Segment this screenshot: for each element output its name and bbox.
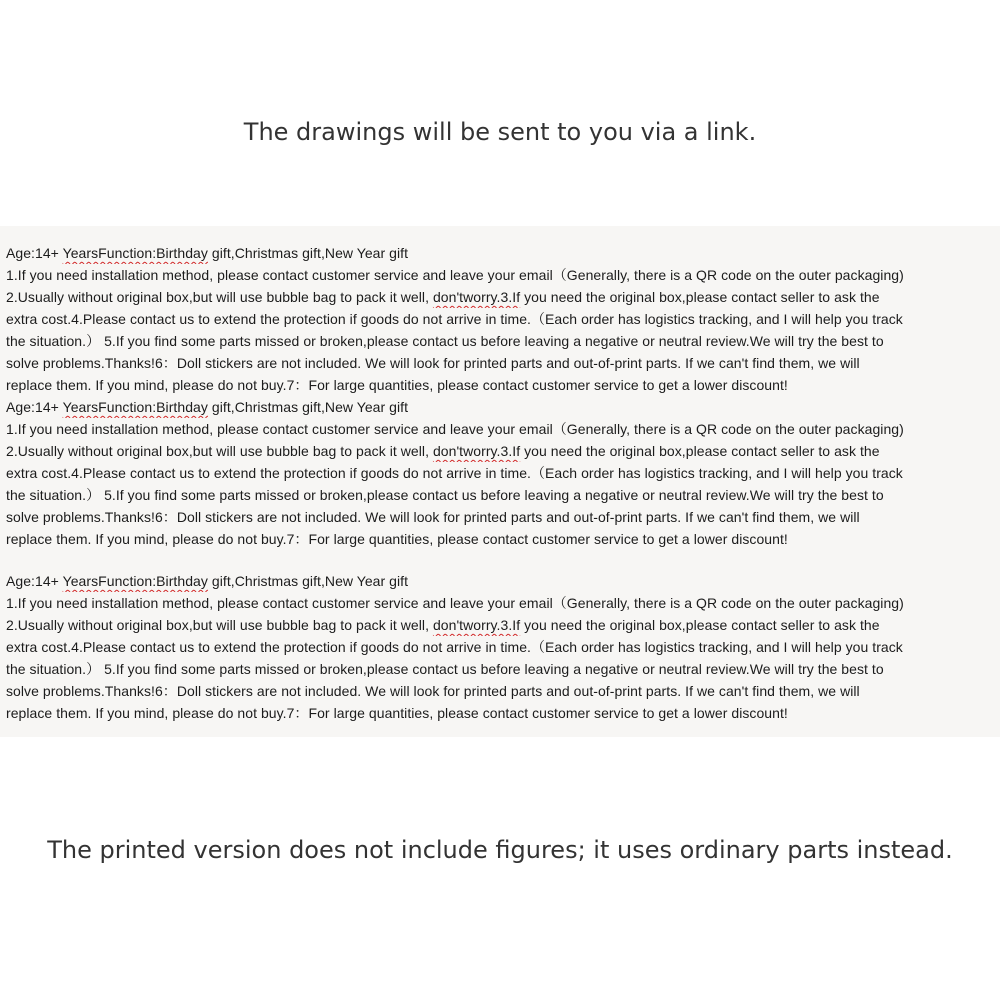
- age-prefix: Age:14+: [6, 573, 63, 589]
- description-line-7: replace them. If you mind, please do not buy.7：For large quantities, please contact customer service to get a lower discount!: [6, 705, 788, 721]
- description-line-2: 1.If you need installation method, please contact customer service and leave your email（Generally, there is a QR code on the outer packaging): [6, 595, 904, 611]
- description-block-2: [6, 396, 994, 550]
- line-3-prefix: 2.Usually without original box,but will use bubble bag to pack it well,: [6, 289, 433, 305]
- description-line-4: extra cost.4.Please contact us to extend the protection if goods do not arrive in time.（Each order has logistics tracking, and I will help you track: [6, 639, 903, 655]
- line-3-prefix: 2.Usually without original box,but will use bubble bag to pack it well,: [6, 617, 433, 633]
- age-function-line: [6, 396, 994, 418]
- description-block-3: [6, 570, 994, 724]
- description-line-3: [6, 614, 994, 636]
- top-heading: The drawings will be sent to you via a link.: [243, 118, 757, 146]
- spellcheck-flagged-text: don'tworry.3.If: [432, 289, 521, 305]
- bottom-heading: The printed version does not include figures; it uses ordinary parts instead.: [47, 836, 953, 864]
- description-line-3: [6, 286, 994, 308]
- spellcheck-flagged-text: don'tworry.3.If: [432, 617, 521, 633]
- line-3-prefix: 2.Usually without original box,but will use bubble bag to pack it well,: [6, 443, 433, 459]
- description-block-1: [6, 242, 994, 396]
- gift-list: gift,Christmas gift,New Year gift: [207, 573, 409, 589]
- description-line-6: solve problems.Thanks!6：Doll stickers are not included. We will look for printed parts and out-of-print parts. If we can't find them, we will: [6, 355, 860, 371]
- description-line-5: the situation.） 5.If you find some parts missed or broken,please contact us before leaving a negative or neutral review.We will try the best to: [6, 661, 884, 677]
- description-line-4: extra cost.4.Please contact us to extend the protection if goods do not arrive in time.（Each order has logistics tracking, and I will help you track: [6, 311, 903, 327]
- description-line-2: 1.If you need installation method, please contact customer service and leave your email（Generally, there is a QR code on the outer packaging): [6, 421, 904, 437]
- line-3-suffix: you need the original box,please contact seller to ask the: [520, 443, 880, 459]
- description-line-5: the situation.） 5.If you find some parts missed or broken,please contact us before leaving a negative or neutral review.We will try the best to: [6, 487, 884, 503]
- line-3-suffix: you need the original box,please contact seller to ask the: [520, 617, 880, 633]
- description-line-6: solve problems.Thanks!6：Doll stickers are not included. We will look for printed parts and out-of-print parts. If we can't find them, we will: [6, 509, 860, 525]
- description-panel: [0, 226, 1000, 737]
- description-line-5: the situation.） 5.If you find some parts missed or broken,please contact us before leaving a negative or neutral review.We will try the best to: [6, 333, 884, 349]
- age-function-line: [6, 570, 994, 592]
- spellcheck-flagged-text: don'tworry.3.If: [432, 443, 521, 459]
- age-prefix: Age:14+: [6, 245, 63, 261]
- gift-list: gift,Christmas gift,New Year gift: [207, 399, 409, 415]
- gift-list: gift,Christmas gift,New Year gift: [207, 245, 409, 261]
- spellcheck-flagged-text: YearsFunction:Birthday: [62, 399, 208, 415]
- description-line-4: extra cost.4.Please contact us to extend the protection if goods do not arrive in time.（Each order has logistics tracking, and I will help you track: [6, 465, 903, 481]
- line-3-suffix: you need the original box,please contact seller to ask the: [520, 289, 880, 305]
- description-line-7: replace them. If you mind, please do not buy.7：For large quantities, please contact customer service to get a lower discount!: [6, 531, 788, 547]
- description-line-3: [6, 440, 994, 462]
- description-line-7: replace them. If you mind, please do not buy.7：For large quantities, please contact customer service to get a lower discount!: [6, 377, 788, 393]
- description-line-6: solve problems.Thanks!6：Doll stickers are not included. We will look for printed parts and out-of-print parts. If we can't find them, we will: [6, 683, 860, 699]
- age-function-line: [6, 242, 994, 264]
- spellcheck-flagged-text: YearsFunction:Birthday: [62, 573, 208, 589]
- age-prefix: Age:14+: [6, 399, 63, 415]
- description-line-2: 1.If you need installation method, please contact customer service and leave your email（Generally, there is a QR code on the outer packaging): [6, 267, 904, 283]
- spellcheck-flagged-text: YearsFunction:Birthday: [62, 245, 208, 261]
